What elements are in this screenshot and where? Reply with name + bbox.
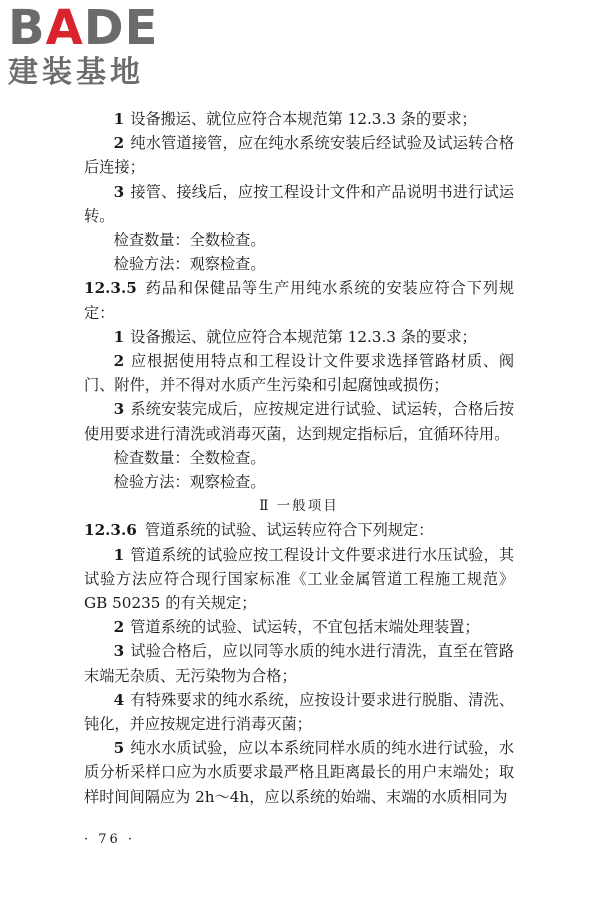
item-text: 应根据使用特点和工程设计文件要求选择管路材质、阀门、附件，并不得对水质产生污染和引起腐蚀或损伤； <box>84 352 514 395</box>
item-number: 1 <box>113 545 125 564</box>
list-item <box>84 543 514 616</box>
clause-heading <box>84 276 514 324</box>
item-text: 设备搬运、就位应符合本规范第 12.3.3 条的要求； <box>130 327 477 346</box>
inspection-note: 检验方法：观察检查。 <box>113 255 266 274</box>
item-number: 3 <box>113 400 125 419</box>
item-text: 纯水水质试验，应以本系统同样水质的纯水进行试验，水质分析采样口应为水质要求最严格且距离最长的用户末端处；取样时间间隔应为 2h～4h，应以系统的始端、末端的水质相同为 <box>84 739 514 806</box>
item-text: 有特殊要求的纯水系统，应按设计要求进行脱脂、清洗、钝化，并应按规定进行消毒灭菌； <box>84 690 514 734</box>
clause-number: 12.3.6 <box>84 521 137 540</box>
item-text: 管道系统的试验应按工程设计文件要求进行水压试验，其试验方法应符合现行国家标准《工业金属管道工程施工规范》GB 50235 的有关规定； <box>84 545 514 613</box>
bade-logo <box>8 2 178 92</box>
item-text: 设备搬运、就位应符合本规范第 12.3.3 条的要求； <box>130 110 477 128</box>
list-item <box>84 736 514 809</box>
inspection-note: 检验方法：观察检查。 <box>113 473 266 492</box>
list-item <box>84 131 514 179</box>
clause-number: 12.3.5 <box>84 279 137 298</box>
inspection-note: 检查数量：全数检查。 <box>113 231 266 250</box>
list-item <box>84 180 514 228</box>
item-text: 管道系统的试验、试运转，不宜包括末端处理装置； <box>130 618 480 637</box>
page-number: · 76 · <box>84 832 136 847</box>
item-number: 3 <box>113 182 125 201</box>
list-item <box>84 107 514 131</box>
inspection-note: 检查数量：全数检查。 <box>113 448 266 467</box>
item-number: 2 <box>113 134 125 153</box>
logo-letters-de: DE <box>83 0 159 56</box>
logo-letter-a-accent: A <box>45 0 84 56</box>
document-body <box>84 107 514 809</box>
item-text: 试验合格后，应以同等水质的纯水进行清洗，直至在管路末端无杂质、无污染物为合格； <box>84 642 514 685</box>
clause-text: 管道系统的试验、试运转应符合下列规定： <box>144 521 434 540</box>
clause-heading <box>84 518 514 542</box>
item-text: 接管、接线后，应按工程设计文件和产品说明书进行试运转。 <box>84 182 514 225</box>
logo-wordmark <box>8 2 178 54</box>
section-title: Ⅱ 一般项目 <box>259 498 339 515</box>
item-text: 纯水管道接管，应在纯水系统安装后经试验及试运转合格后连接； <box>84 134 514 177</box>
logo-letter-b: B <box>8 0 46 56</box>
list-item <box>84 688 514 736</box>
list-item <box>84 615 514 639</box>
item-number: 2 <box>113 352 125 371</box>
list-item <box>84 349 514 397</box>
clause-text: 药品和保健品等生产用纯水系统的安装应符合下列规定： <box>84 279 514 322</box>
list-item <box>84 325 514 349</box>
item-number: 5 <box>113 739 125 758</box>
list-item <box>84 397 514 445</box>
item-text: 系统安装完成后，应按规定进行试验、试运转，合格后按使用要求进行清洗或消毒灭菌，达到规定指标后，宜循环待用。 <box>84 400 514 443</box>
item-number: 1 <box>113 327 125 346</box>
item-number: 4 <box>113 690 125 709</box>
item-number: 3 <box>113 642 125 661</box>
logo-subtitle: 建装基地 <box>8 55 144 90</box>
list-item <box>84 639 514 687</box>
item-number: 1 <box>113 110 125 128</box>
item-number: 2 <box>113 618 125 637</box>
